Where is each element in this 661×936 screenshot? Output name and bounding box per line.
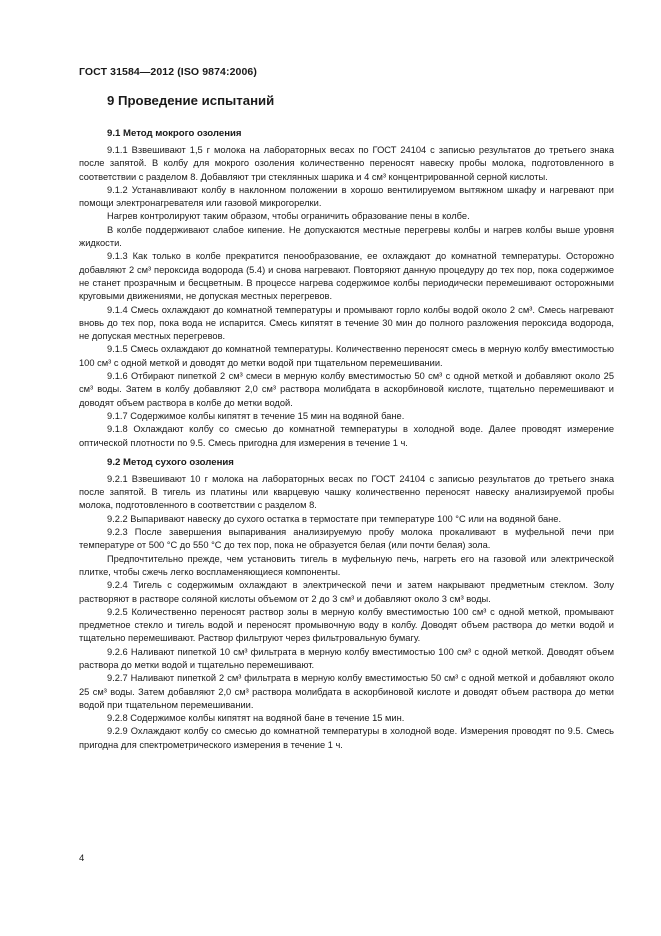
- paragraph: 9.2.8 Содержимое колбы кипятят на водяной бане в течение 15 мин.: [107, 713, 405, 724]
- section-title: 9 Проведение испытаний: [107, 93, 275, 108]
- subsection-title-wet-ashing: 9.1 Метод мокрого озоления: [107, 128, 242, 139]
- paragraph: 9.2.9 Охлаждают колбу со смесью до комнатной температуры в холодной воде. Измерения проводят по 9.5. Смесь пригодна для спектрометрического измерения в течение 1 ч.: [79, 726, 614, 750]
- page-content: [79, 93, 614, 752]
- subsection-title-dry-ashing: 9.2 Метод сухого озоления: [107, 456, 234, 468]
- paragraph: 9.1.8 Охлаждают колбу со смесью до комнатной температуры в холодной воде. Далее проводят измерение оптической плотности по 9.5. Смесь пригодна для измерения в течение 1 ч.: [79, 424, 614, 448]
- paragraph: 9.2.3 После завершения выпаривания анализируемую пробу молока прокаливают в муфельной печи при температуре от 500 °С до 550 °С до тех пор, пока не образуется белая (или почти белая) зола.: [79, 527, 614, 551]
- paragraph: В колбе поддерживают слабое кипение. Не допускаются местные перегревы колбы и нагрев колбы выше уровня жидкости.: [79, 224, 614, 249]
- page-number: 4: [79, 853, 85, 864]
- paragraph: 9.1.4 Смесь охлаждают до комнатной температуры и промывают горло колбы водой около 2 см³. Смесь нагревают вновь до тех пор, пока вода не испарится. Смесь кипятят в течение 30 мин до полного разложения пероксида водорода, не допуская местных перегревов.: [79, 304, 614, 342]
- paragraph: 9.2.7 Наливают пипеткой 2 см³ фильтрата в мерную колбу вместимостью 50 см³ с одной меткой и добавляют около 25 см³ воды. Затем добавляют 2,0 см³ раствора молибдата в аскорбиновой кислоте и доводят объем раствора до метки водой при тщательном перемешивании.: [79, 673, 614, 710]
- paragraph: Предпочтительно прежде, чем установить тигель в муфельную печь, нагреть его на газовой или электрической плитке, чтобы сжечь легко воспламеняющиеся компоненты.: [79, 553, 614, 577]
- document-header: ГОСТ 31584—2012 (ISO 9874:2006): [79, 66, 257, 78]
- paragraph: 9.2.4 Тигель с содержимым охлаждают в электрической печи и затем накрывают предметным стеклом. Золу растворяют в растворе соляной кислоты объемом от 2 до 3 см³ и добавляют около 3 см³ воды.: [79, 580, 614, 604]
- paragraph: 9.2.5 Количественно переносят раствор золы в мерную колбу вместимостью 100 см³ с одной меткой, промывают предметное стекло и тигель водой и переносят промывочную воду в колбу. Доводят объем раствора до метки водой и тщательно перемешивают. Раствор фильтруют через фильтровальную бумагу.: [79, 606, 614, 644]
- paragraph: 9.1.7 Содержимое колбы кипятят в течение 15 мин на водяной бане.: [107, 410, 405, 421]
- paragraph: 9.1.3 Как только в колбе прекратится пенообразование, ее охлаждают до комнатной температуры. Осторожно добавляют 2 см³ пероксида водорода (5.4) и снова нагревают. Повторяют данную процедуру до тех пор, пока содержимое не станет прозрачным и бесцветным. В процессе нагрева содержимое колбы периодически перемешивают осторожными круговыми движениями, не допуская местных перегревов.: [79, 251, 614, 302]
- paragraph: 9.2.6 Наливают пипеткой 10 см³ фильтрата в мерную колбу вместимостью 100 см³ с одной меткой. Доводят объем раствора до метки водой и тщательно перемешивают.: [79, 646, 614, 670]
- paragraph: 9.2.1 Взвешивают 10 г молока на лабораторных весах по ГОСТ 24104 с записью результатов до третьего знака после запятой. В тигель из платины или кварцевую чашку количественно переносят навеску анализируемой пробы молока, подготовленного в соответствии с разделом 8.: [79, 473, 614, 511]
- paragraph: 9.2.2 Выпаривают навеску до сухого остатка в термостате при температуре 100 °С или на водяной бане.: [107, 513, 562, 524]
- paragraph: 9.1.5 Смесь охлаждают до комнатной температуры. Количественно переносят смесь в мерную колбу вместимостью 100 см³ с одной меткой и доводят до метки водой при тщательном перемешивании.: [79, 344, 614, 368]
- paragraph: 9.1.2 Устанавливают колбу в наклонном положении в хорошо вентилируемом вытяжном шкафу и нагревают при помощи электронагревателя или газовой микрогорелки.: [79, 184, 614, 209]
- paragraph: 9.1.1 Взвешивают 1,5 г молока на лабораторных весах по ГОСТ 24104 с записью результатов до третьего знака после запятой. В колбу для мокрого озоления количественно переносят навеску пробы молока, подготовленного в соответствии с разделом 8. Добавляют три стеклянных шарика и 4 см³ концентрированной серной кислоты.: [79, 145, 614, 182]
- paragraph: 9.1.6 Отбирают пипеткой 2 см³ смеси в мерную колбу вместимостью 50 см³ с одной меткой и добавляют около 25 см³ воды. Затем в колбу добавляют 2,0 см³ раствора молибдата в аскорбиновой кислоте, тщательно перемешивают и доводят объем раствора в колбе до метки водой.: [79, 371, 614, 408]
- paragraph: Нагрев контролируют таким образом, чтобы ограничить образование пены в колбе.: [107, 211, 470, 222]
